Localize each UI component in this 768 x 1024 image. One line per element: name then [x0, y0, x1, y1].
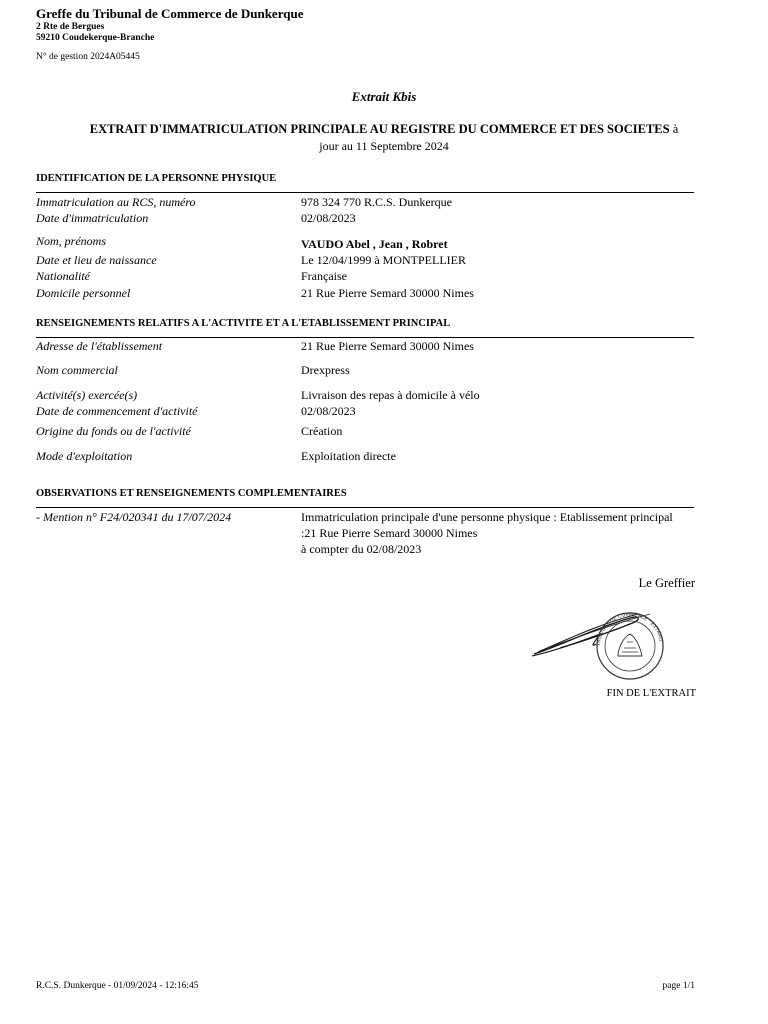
field-label: Nom, prénoms [36, 234, 107, 248]
field-label: Adresse de l'établissement [36, 339, 163, 353]
field-value: Création [301, 424, 343, 438]
field-label: Immatriculation au RCS, numéro [36, 195, 196, 209]
footer-rcs-timestamp: R.C.S. Dunkerque - 01/09/2024 - 12:16:45 [36, 981, 199, 991]
section-rule [36, 337, 694, 338]
field-value: VAUDO Abel , Jean , Robret [301, 237, 448, 251]
date-line: jour au 11 Septembre 2024 [319, 139, 449, 153]
field-value: Le 12/04/1999 à MONTPELLIER [301, 253, 466, 267]
mention-label: - Mention n° F24/020341 du 17/07/2024 [36, 510, 232, 524]
section-heading-activite: RENSEIGNEMENTS RELATIFS A L'ACTIVITE ET A L'ETABLISSEMENT PRINCIPAL [36, 318, 451, 329]
seal-text: TRIBUNAL DE COMMERCE · EXTRAIT [595, 611, 664, 647]
gestion-number: N° de gestion 2024A05445 [36, 52, 140, 62]
field-value: Exploitation directe [301, 449, 396, 463]
field-value: 21 Rue Pierre Semard 30000 Nimes [301, 339, 474, 353]
field-value: Française [301, 269, 347, 283]
court-address-line1: 2 Rte de Bergues [36, 22, 105, 32]
page-number: page 1/1 [662, 981, 695, 991]
main-title-text: EXTRAIT D'IMMATRICULATION PRINCIPALE AU REGISTRE DU COMMERCE ET DES SOCIETES [89, 122, 670, 136]
section-rule [36, 507, 694, 508]
section-rule [36, 192, 694, 193]
field-label: Nom commercial [36, 363, 118, 377]
field-label: Activité(s) exercée(s) [36, 388, 138, 402]
field-value: 21 Rue Pierre Semard 30000 Nimes [301, 286, 474, 300]
greffier-label: Le Greffier [638, 576, 695, 590]
field-label: Date de commencement d'activité [36, 404, 198, 418]
field-label: Mode d'exploitation [36, 449, 133, 463]
mention-line: :21 Rue Pierre Semard 30000 Nimes [301, 526, 478, 540]
field-label: Date d'immatriculation [36, 211, 149, 225]
document-title: Extrait Kbis [351, 89, 417, 104]
field-value: Drexpress [301, 363, 350, 377]
mention-line: Immatriculation principale d'une personne physique : Etablissement principal [301, 510, 673, 524]
main-title [0, 122, 768, 137]
field-value: Livraison des repas à domicile à vélo [301, 388, 480, 402]
field-label: Nationalité [36, 269, 90, 283]
section-heading-observations: OBSERVATIONS ET RENSEIGNEMENTS COMPLEMENTAIRES [36, 488, 347, 499]
field-value: 02/08/2023 [301, 404, 356, 418]
section-heading-identification: IDENTIFICATION DE LA PERSONNE PHYSIQUE [36, 173, 277, 184]
end-of-extract: FIN DE L'EXTRAIT [606, 688, 696, 699]
main-title-suffix: à [669, 122, 679, 136]
field-value: 978 324 770 R.C.S. Dunkerque [301, 195, 452, 209]
mention-line: à compter du 02/08/2023 [301, 542, 422, 556]
court-address-line2: 59210 Coudekerque-Branche [36, 33, 155, 43]
field-value: 02/08/2023 [301, 211, 356, 225]
field-label: Origine du fonds ou de l'activité [36, 424, 191, 438]
field-label: Domicile personnel [36, 286, 131, 300]
signature-seal [530, 608, 668, 690]
field-label: Date et lieu de naissance [36, 253, 157, 267]
court-name: Greffe du Tribunal de Commerce de Dunkerque [36, 6, 304, 21]
